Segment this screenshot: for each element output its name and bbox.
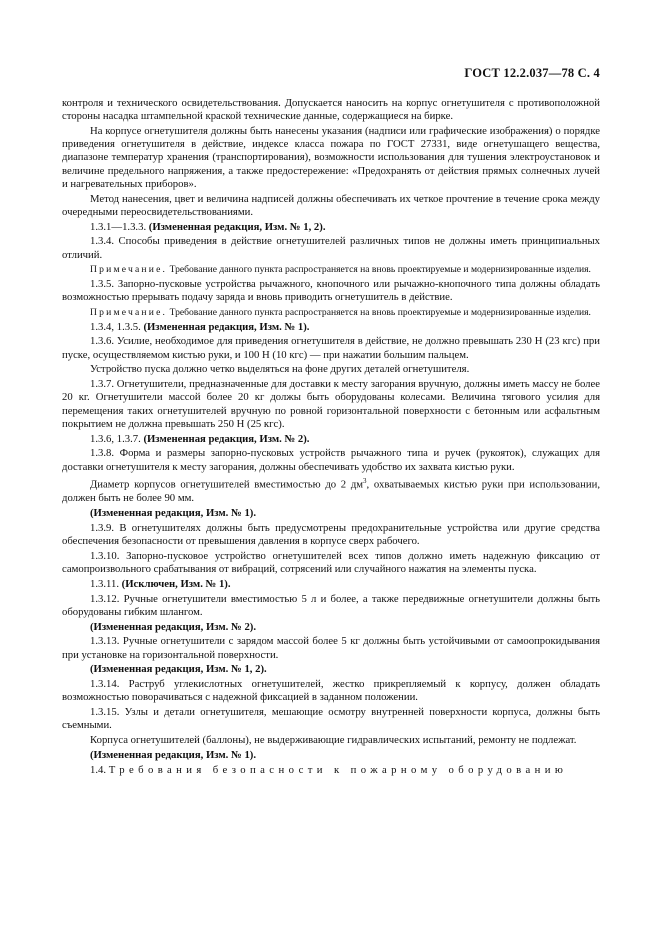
clause-number: 1.4. xyxy=(90,763,107,776)
paragraph: 1.3.6. Усилие, необходимое для приведения огнетушителя в действие, не должно превышать 230 Н (23 кгс) при пуске, осуществляемом кистью руки, и 100 Н (10 кгс) — при нажатии большим пальцем. xyxy=(62,335,600,361)
amendment-line xyxy=(62,507,600,520)
amendment-note: (Измененная редакция, Изм. № 1, 2). xyxy=(90,663,267,676)
clause-number: 1.3.4, 1.3.5. xyxy=(90,320,141,333)
paragraph: 1.3.4. Способы приведения в действие огнетушителей различных типов не должны иметь принципиальных отличий. xyxy=(62,235,600,261)
amendment-line xyxy=(62,321,600,334)
amendment-line xyxy=(62,749,600,762)
note-label: Примечание. xyxy=(90,264,168,276)
amendment-line xyxy=(62,621,600,634)
note-text: Требование данного пункта распространяется на вновь проектируемые и модернизированные изделия. xyxy=(169,307,591,318)
paragraph xyxy=(62,475,600,505)
amendment-note: (Измененная редакция, Изм. № 1, 2). xyxy=(148,220,326,233)
paragraph: 1.3.5. Запорно-пусковые устройства рычажного, кнопочного или рычажно-кнопочного типа должны обладать возможностью прерывать подачу заряда и вновь приводить огнетушитель в действие. xyxy=(62,278,600,304)
paragraph: На корпусе огнетушителя должны быть нанесены указания (надписи или графические изображения) о порядке приведения огнетушителя в действие, индексе класса пожара по ГОСТ 27331, виде огнетушащего вещества, диапазоне температур хранения (транспортирования), возможности использования для тушения электроустановок и величине предельного напряжения, а также предостережение: «Предохранять от действия прямых солнечных лучей и нагревательных приборов». xyxy=(62,125,600,190)
paragraph: 1.3.12. Ручные огнетушители вместимостью 5 л и более, а также передвижные огнетушители должны быть оборудованы гибким шлангом. xyxy=(62,592,600,618)
paragraph: 1.3.13. Ручные огнетушители с зарядом массой более 5 кг должны быть устойчивыми от самоопрокидывания при установке на горизонтальной поверхности. xyxy=(62,635,600,661)
amendment-line xyxy=(62,433,600,446)
note-label: Примечание. xyxy=(90,307,168,318)
note xyxy=(62,306,600,319)
amendment-note: (Измененная редакция, Изм. № 1). xyxy=(90,748,257,761)
paragraph-text: Диаметр корпусов огнетушителей вместимостью до 2 дм xyxy=(90,478,364,491)
amendment-note: (Измененная редакция, Изм. № 2). xyxy=(143,432,310,445)
amendment-note: (Измененная редакция, Изм. № 2). xyxy=(90,620,257,633)
paragraph: 1.3.14. Раструб углекислотных огнетушителей, жестко прикрепляемый к корпусу, должен обладать возможностью поворачиваться с надежной фиксацией в заданном положении. xyxy=(62,678,600,704)
page-header: ГОСТ 12.2.037—78 С. 4 xyxy=(464,66,600,80)
paragraph: контроля и технического освидетельствования. Допускается наносить на корпус огнетушителя с противоположной стороны насадка штампельной краской технические данные, содержащиеся на бирке. xyxy=(62,97,600,123)
section-title: Требования безопасности к пожарному оборудованию xyxy=(108,763,568,776)
clause-number: 1.3.11. xyxy=(90,577,119,590)
amendment-line xyxy=(62,221,600,234)
superscript: 3 xyxy=(363,477,367,486)
amendment-note: (Измененная редакция, Изм. № 1). xyxy=(143,320,310,333)
paragraph: Корпуса огнетушителей (баллоны), не выдерживающие гидравлических испытаний, ремонту не подлежат. xyxy=(90,734,577,747)
amendment-line xyxy=(62,663,600,676)
amendment-note: (Исключен, Изм. № 1). xyxy=(121,577,231,590)
clause-number: 1.3.1—1.3.3. xyxy=(90,220,147,233)
paragraph: 1.3.8. Форма и размеры запорно-пусковых устройств рычажного типа и ручек (рукояток), служащих для доставки огнетушителя к месту загорания, должны обеспечивать удобство их захвата кистью руки. xyxy=(62,447,600,473)
paragraph: 1.3.7. Огнетушители, предназначенные для доставки к месту загорания вручную, должны иметь массу не более 20 кг. Огнетушители массой более 20 кг должы быть оборудованы колесами. Величина тягового усилия для перемещения таких огнетушителей вручную по ровной горизонтальной поверхности с бетонным или асфальтным покрытием не должна превышать 250 Н (25 кгс). xyxy=(62,378,600,430)
note xyxy=(62,263,600,276)
paragraph: 1.3.9. В огнетушителях должны быть предусмотрены предохранительные устройства или другие средства обеспечения безопасности от превышения давления в корпусе сверх рабочего. xyxy=(62,521,600,547)
amendment-note: (Измененная редакция, Изм. № 1). xyxy=(90,506,257,519)
section-heading xyxy=(62,764,600,777)
paragraph: Устройство пуска должно четко выделяться на фоне других деталей огнетушителя. xyxy=(90,363,470,376)
paragraph: Метод нанесения, цвет и величина надписей должны обеспечивать их четкое прочтение в течение срока между очередными переосвидетельствованиями. xyxy=(62,192,600,218)
paragraph: 1.3.10. Запорно-пусковое устройство огнетушителей всех типов должно иметь надежную фиксацию от самопроизвольного срабатывания от вибраций, сотрясений или случайного нажатия на элементы пуска. xyxy=(62,549,600,575)
paragraph-text: , охватываемых кистью руки при использовании, должен быть не более 90 мм. xyxy=(62,478,600,505)
note-text: Требование данного пункта распространяется на вновь проектируемые и модернизированные изделия. xyxy=(169,264,591,276)
document-body xyxy=(62,97,600,779)
clause-number: 1.3.6, 1.3.7. xyxy=(90,432,141,445)
paragraph: 1.3.15. Узлы и детали огнетушителя, мешающие осмотру внутренней поверхности корпуса, должны быть съемными. xyxy=(62,706,600,732)
amendment-line xyxy=(62,578,600,591)
